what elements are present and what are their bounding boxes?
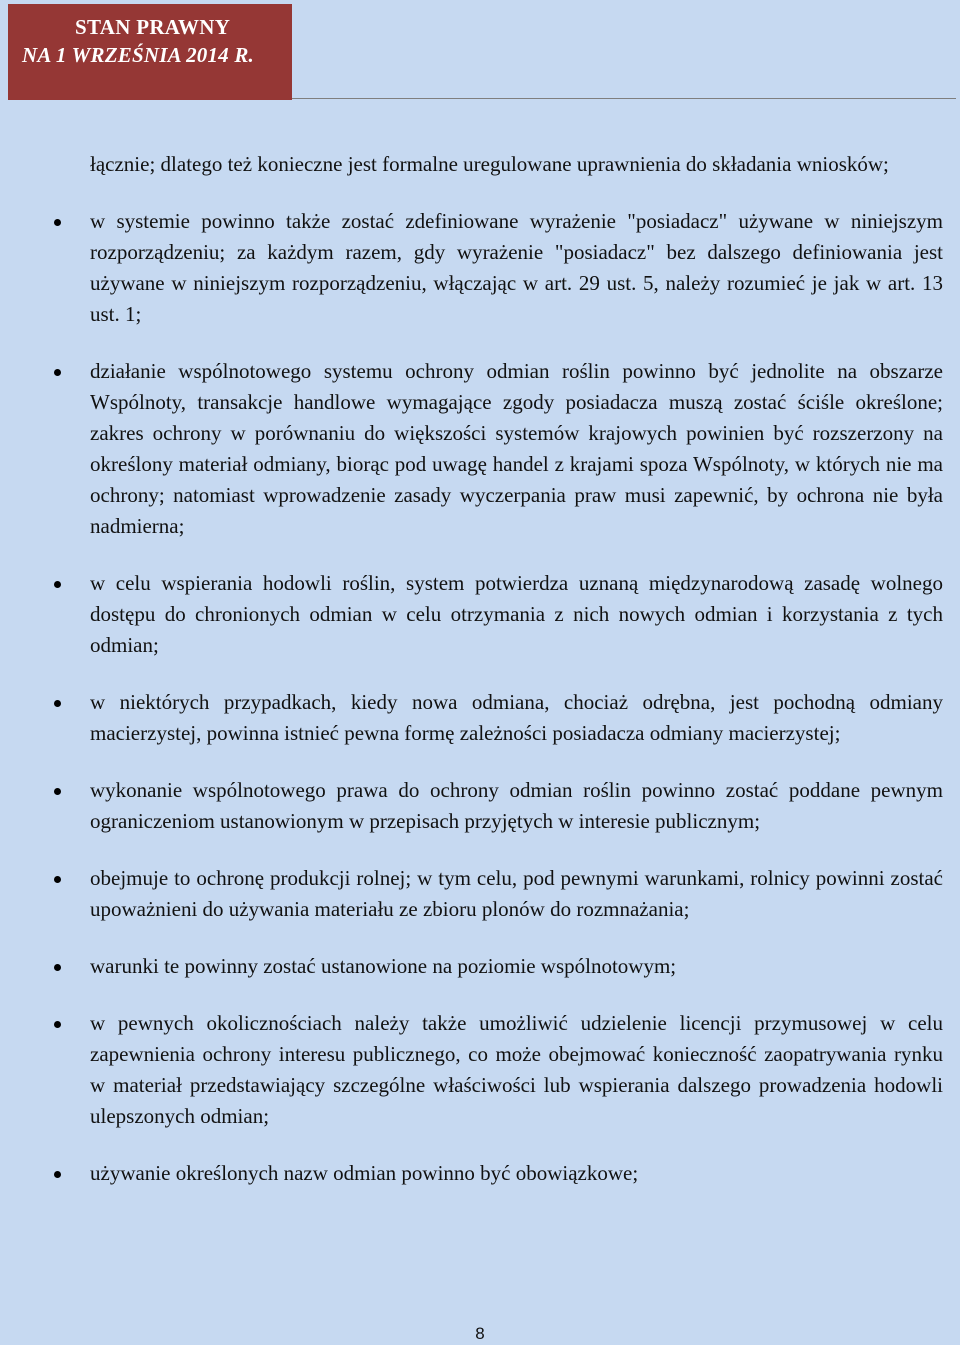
list-item <box>90 1008 943 1132</box>
status-header-badge <box>8 4 292 100</box>
page-number: 8 <box>475 1324 485 1343</box>
list-item <box>90 951 943 982</box>
header-divider <box>292 98 956 99</box>
bullet-icon <box>54 700 61 707</box>
list-item <box>90 206 943 330</box>
list-item-text: obejmuje to ochronę produkcji rolnej; w tym celu, pod pewnymi warunkami, rolnicy powinni zostać upoważnieni do używania materiału ze zbioru plonów do rozmnażania; <box>90 866 943 921</box>
list-item-text: wykonanie wspólnotowego prawa do ochrony odmian roślin powinno zostać poddane pewnym ograniczeniom ustanowionym w przepisach przyjętych w interesie publicznym; <box>90 778 943 833</box>
list-item-text: w pewnych okolicznościach należy także umożliwić udzielenie licencji przymusowej w celu zapewnienia ochrony interesu publicznego, co może obejmować konieczność zaopatrywania rynku w materiał przedstawiający szczególne właściwości lub wspierania dalszego prowadzenia hodowli ulepszonych odmian; <box>90 1011 943 1128</box>
list-item <box>90 863 943 925</box>
bullet-icon <box>54 581 61 588</box>
bullet-icon <box>54 219 61 226</box>
list-item <box>90 356 943 542</box>
bullet-icon <box>54 369 61 376</box>
continuation-paragraph: łącznie; dlatego też konieczne jest formalne uregulowane uprawnienia do składania wniosków; <box>90 152 889 176</box>
bullet-icon <box>54 788 61 795</box>
list-item-text: warunki te powinny zostać ustanowione na poziomie wspólnotowym; <box>90 954 677 978</box>
list-item-text: w niektórych przypadkach, kiedy nowa odmiana, chociaż odrębna, jest pochodną odmiany macierzystej, powinna istnieć pewna formę zależności posiadacza odmiany macierzystej; <box>90 690 943 745</box>
list-item <box>90 568 943 661</box>
list-item-text: działanie wspólnotowego systemu ochrony odmian roślin powinno być jednolite na obszarze Wspólnoty, transakcje handlowe wymagające zgody posiadacza muszą zostać ściśle określone; zakres ochrony w porównaniu do większości systemów krajowych powinien być rozszerzony na określony materiał odmiany, biorąc pod uwagę handel z krajami spoza Wspólnoty, w których nie ma ochrony; natomiast wprowadzenie zasady wyczerpania praw musi zapewnić, by ochrona nie była nadmierna; <box>90 359 943 538</box>
list-item <box>90 1158 943 1189</box>
list-item-text: w systemie powinno także zostać zdefiniowane wyrażenie "posiadacz" używane w niniejszym rozporządzeniu; za każdym razem, gdy wyrażenie "posiadacz" bez dalszego definiowania jest używane w niniejszym rozporządzeniu, włączając w art. 29 ust. 5, należy rozumieć je jak w art. 13 ust. 1; <box>90 209 943 326</box>
bullet-icon <box>54 1021 61 1028</box>
bullet-icon <box>54 876 61 883</box>
bullet-icon <box>54 1171 61 1178</box>
list-item-text: używanie określonych nazw odmian powinno być obowiązkowe; <box>90 1161 639 1185</box>
bullet-icon <box>54 964 61 971</box>
list-item <box>90 687 943 749</box>
document-body <box>90 149 943 1189</box>
list-item <box>90 775 943 837</box>
list-item-text: w celu wspierania hodowli roślin, system potwierdza uznaną międzynarodową zasadę wolnego dostępu do chronionych odmian w celu otrzymania z nich nowych odmian i korzystania z tych odmian; <box>90 571 943 657</box>
header-date: NA 1 WRZEŚNIA 2014 R. <box>22 43 254 67</box>
header-title: STAN PRAWNY <box>75 15 231 39</box>
